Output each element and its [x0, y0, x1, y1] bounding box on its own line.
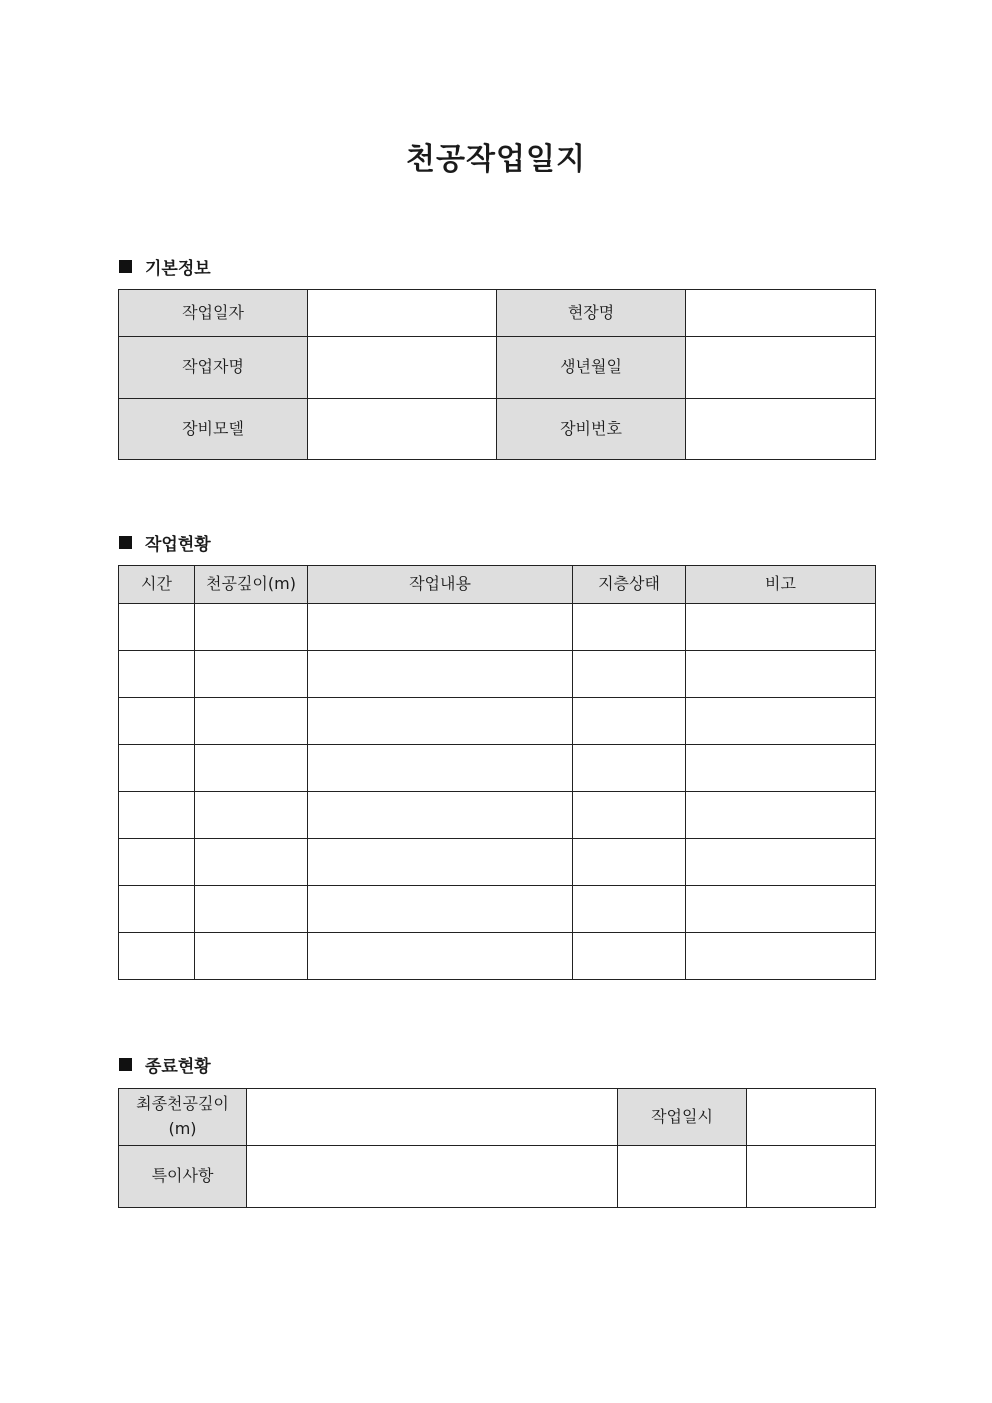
end-status-table	[118, 1088, 876, 1208]
table-row	[119, 839, 876, 886]
cell-time[interactable]	[119, 792, 195, 839]
table-row	[119, 651, 876, 698]
column-header-work-content: 작업내용	[308, 566, 573, 604]
table-row	[119, 604, 876, 651]
cell-stratum-state[interactable]	[573, 698, 686, 745]
field-site-name[interactable]	[686, 290, 876, 337]
table-row	[119, 886, 876, 933]
cell-stratum-state[interactable]	[573, 651, 686, 698]
label-site-name: 현장명	[497, 290, 686, 337]
cell-depth[interactable]	[195, 604, 308, 651]
field-special-notes[interactable]	[247, 1146, 618, 1208]
section-heading-end-status	[119, 1052, 211, 1077]
field-final-depth[interactable]	[247, 1089, 618, 1146]
cell-stratum-state[interactable]	[573, 792, 686, 839]
cell-depth[interactable]	[195, 698, 308, 745]
cell-stratum-state[interactable]	[573, 886, 686, 933]
cell-remarks[interactable]	[686, 886, 876, 933]
table-row	[119, 290, 876, 337]
cell-stratum-state[interactable]	[573, 933, 686, 980]
column-header-stratum-state: 지층상태	[573, 566, 686, 604]
cell-time[interactable]	[119, 745, 195, 792]
cell-time[interactable]	[119, 886, 195, 933]
column-header-depth: 천공깊이(m)	[195, 566, 308, 604]
table-row	[119, 399, 876, 460]
cell-depth[interactable]	[195, 745, 308, 792]
column-header-time: 시간	[119, 566, 195, 604]
field-work-datetime[interactable]	[747, 1089, 876, 1146]
field-birth-date[interactable]	[686, 337, 876, 399]
cell-work-content[interactable]	[308, 698, 573, 745]
label-final-depth: 최종천공깊이(m)	[119, 1089, 247, 1146]
field-equipment-model[interactable]	[308, 399, 497, 460]
section-heading-label: 종료현황	[145, 1057, 211, 1077]
field-equipment-number[interactable]	[686, 399, 876, 460]
cell-depth[interactable]	[195, 933, 308, 980]
section-heading-basic-info	[119, 254, 211, 279]
label-worker-name: 작업자명	[119, 337, 308, 399]
empty-cell[interactable]	[618, 1146, 747, 1208]
field-work-date[interactable]	[308, 290, 497, 337]
cell-time[interactable]	[119, 698, 195, 745]
cell-depth[interactable]	[195, 886, 308, 933]
cell-remarks[interactable]	[686, 933, 876, 980]
label-work-date: 작업일자	[119, 290, 308, 337]
square-bullet-icon	[119, 536, 132, 549]
cell-stratum-state[interactable]	[573, 839, 686, 886]
table-row	[119, 745, 876, 792]
cell-work-content[interactable]	[308, 886, 573, 933]
cell-work-content[interactable]	[308, 839, 573, 886]
label-birth-date: 생년월일	[497, 337, 686, 399]
cell-time[interactable]	[119, 839, 195, 886]
cell-time[interactable]	[119, 651, 195, 698]
label-work-datetime: 작업일시	[618, 1089, 747, 1146]
cell-depth[interactable]	[195, 651, 308, 698]
square-bullet-icon	[119, 1058, 132, 1071]
cell-work-content[interactable]	[308, 604, 573, 651]
table-row	[119, 337, 876, 399]
section-heading-work-status	[119, 530, 211, 555]
cell-depth[interactable]	[195, 839, 308, 886]
cell-time[interactable]	[119, 604, 195, 651]
cell-remarks[interactable]	[686, 651, 876, 698]
section-heading-label: 기본정보	[145, 259, 211, 279]
table-row	[119, 698, 876, 745]
cell-work-content[interactable]	[308, 651, 573, 698]
cell-remarks[interactable]	[686, 839, 876, 886]
square-bullet-icon	[119, 260, 132, 273]
table-row	[119, 792, 876, 839]
cell-work-content[interactable]	[308, 792, 573, 839]
document-title: 천공작업일지	[406, 142, 586, 177]
basic-info-table	[118, 289, 876, 460]
label-equipment-model: 장비모델	[119, 399, 308, 460]
field-worker-name[interactable]	[308, 337, 497, 399]
table-row	[119, 1146, 876, 1208]
cell-work-content[interactable]	[308, 745, 573, 792]
label-special-notes: 특이사항	[119, 1146, 247, 1208]
empty-cell[interactable]	[747, 1146, 876, 1208]
column-header-remarks: 비고	[686, 566, 876, 604]
table-row	[119, 933, 876, 980]
table-row	[119, 1089, 876, 1146]
cell-stratum-state[interactable]	[573, 745, 686, 792]
cell-depth[interactable]	[195, 792, 308, 839]
table-header-row	[119, 566, 876, 604]
cell-remarks[interactable]	[686, 792, 876, 839]
cell-stratum-state[interactable]	[573, 604, 686, 651]
label-equipment-number: 장비번호	[497, 399, 686, 460]
work-status-table	[118, 565, 876, 980]
cell-remarks[interactable]	[686, 604, 876, 651]
cell-work-content[interactable]	[308, 933, 573, 980]
cell-remarks[interactable]	[686, 745, 876, 792]
cell-remarks[interactable]	[686, 698, 876, 745]
section-heading-label: 작업현황	[145, 535, 211, 555]
cell-time[interactable]	[119, 933, 195, 980]
